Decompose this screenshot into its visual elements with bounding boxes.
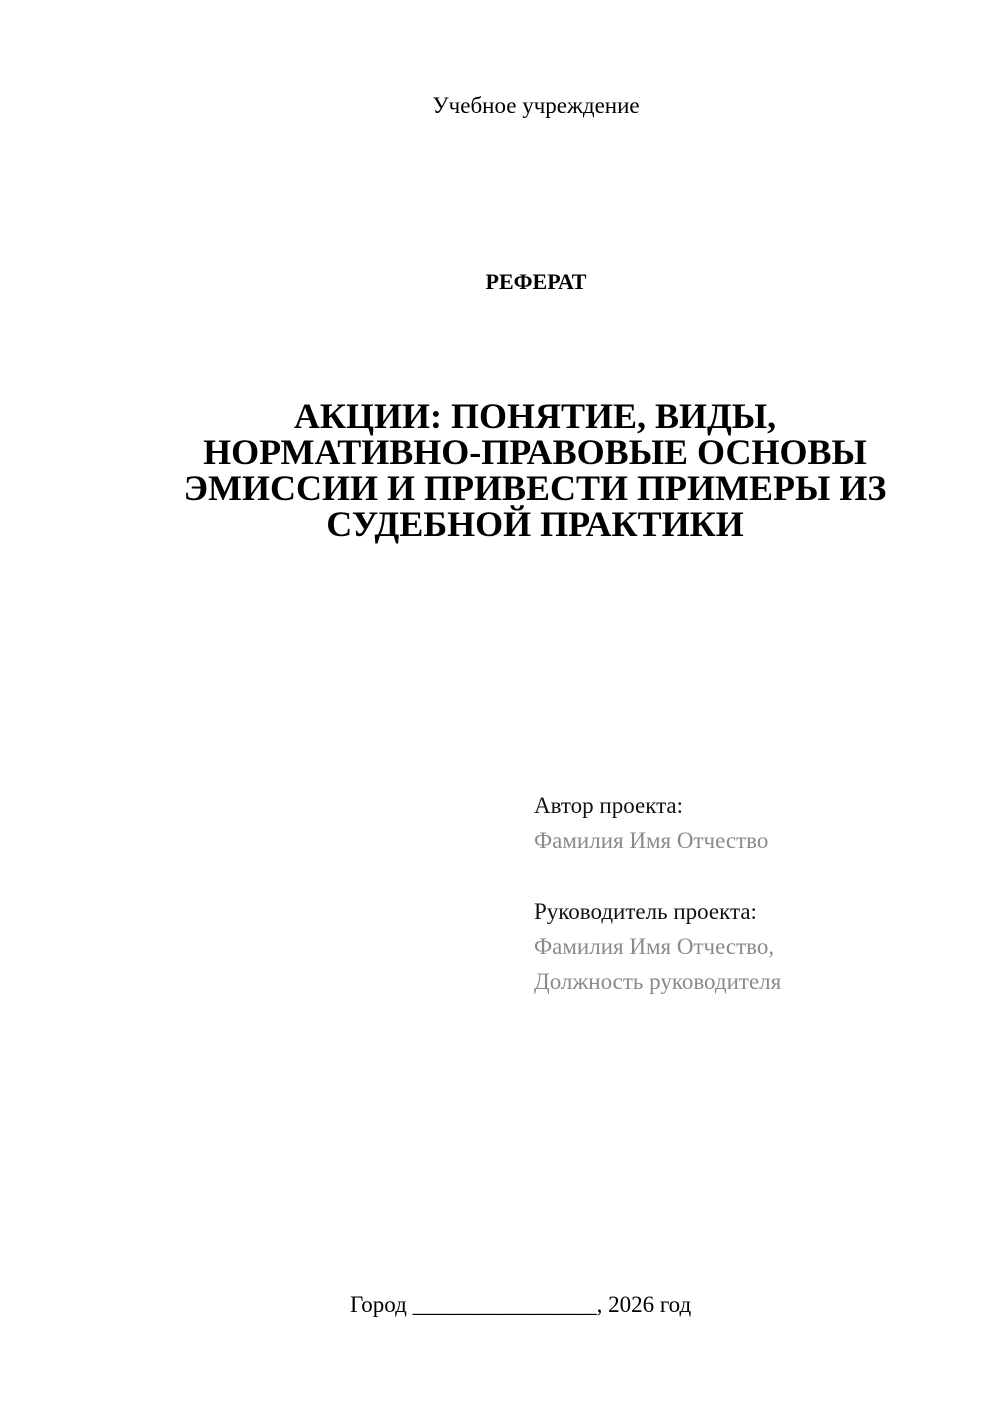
title-line: АКЦИИ: ПОНЯТИЕ, ВИДЫ, xyxy=(293,396,777,436)
institution-name: Учебное учреждение xyxy=(432,93,640,118)
signature-block xyxy=(534,788,974,999)
title-line: СУДЕБНОЙ ПРАКТИКИ xyxy=(326,504,744,544)
signature-spacer xyxy=(534,858,974,894)
title-line: НОРМАТИВНО-ПРАВОВЫЕ ОСНОВЫ xyxy=(203,432,867,472)
document-title xyxy=(140,398,930,542)
supervisor-name-placeholder: Фамилия Имя Отчество, xyxy=(534,934,775,959)
supervisor-label: Руководитель проекта: xyxy=(534,899,757,924)
supervisor-position-placeholder: Должность руководителя xyxy=(534,969,782,994)
document-type: РЕФЕРАТ xyxy=(485,269,587,294)
title-line: ЭМИССИИ И ПРИВЕСТИ ПРИМЕРЫ ИЗ xyxy=(183,468,887,508)
author-label: Автор проекта: xyxy=(534,793,683,818)
city-year-line: Город ________________, 2026 год xyxy=(350,1292,692,1317)
author-name-placeholder: Фамилия Имя Отчество xyxy=(534,828,769,853)
